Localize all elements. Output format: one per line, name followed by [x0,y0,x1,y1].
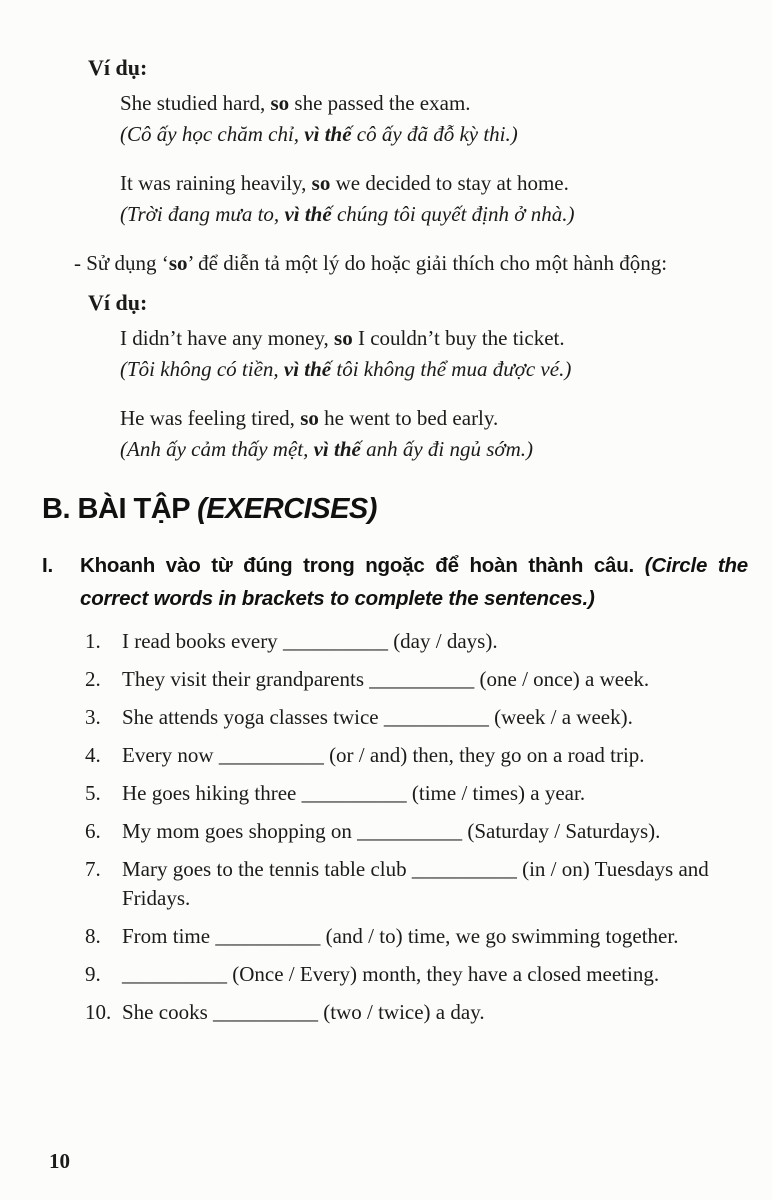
sentence-segment: She cooks [122,1000,213,1024]
exercise-item-10 [85,998,750,1027]
item-number: 9. [85,962,101,986]
sentence-segment: cô ấy đã đỗ kỳ thi.) [351,122,518,146]
exercise-item-6 [85,817,750,846]
exercise-item-4 [85,741,750,770]
bold-connector: so [270,91,290,115]
sentence-segment: (two / twice) a day. [318,1000,485,1024]
exercise-item-8 [85,922,750,951]
sentence-segment: My mom goes shopping on [122,819,358,843]
item-text [122,779,750,808]
sentence-segment: we decided to stay at home. [330,171,569,195]
task-number: I. [42,554,53,577]
fill-in-blank: __________ [218,743,324,767]
example-pair [120,403,772,465]
sentence-segment: (one / once) a week. [474,667,650,691]
exercise-item-1 [85,627,750,656]
sentence-segment: (Once / Every) month, they have a closed meeting. [227,962,660,986]
item-text [122,960,750,989]
example-translation-vi [120,119,772,150]
item-number: 1. [85,629,101,653]
exercise-item-7 [85,855,750,913]
sentence-segment: chúng tôi quyết định ở nhà.) [331,202,575,226]
fill-in-blank: __________ [411,857,517,881]
sentence-segment: (day / days). [387,629,498,653]
item-number: 4. [85,743,101,767]
exercise-list [85,627,750,1027]
task-text-vi: Khoanh vào từ đúng trong ngoặc để hoàn thành câu. [80,554,645,577]
example-sentence-en [120,323,772,354]
sentence-segment: He goes hiking three [122,781,302,805]
example-pair [120,323,772,385]
sentence-segment: anh ấy đi ngủ sớm.) [360,437,534,461]
example-pair [120,88,772,150]
task-text-en: (Circle the correct words in brackets to complete the sentences.) [80,554,748,610]
example-sentence-en [120,403,772,434]
bold-connector: vì thế [283,357,332,381]
bold-connector: so [300,406,319,430]
example-translation-vi [120,434,772,465]
fill-in-blank: __________ [122,962,227,986]
task-instruction [42,549,748,615]
sentence-segment: (and / to) time, we go swimming together. [320,924,679,948]
sentence-segment: - Sử dụng ‘ [74,251,169,275]
section-heading [42,489,772,529]
sentence-segment: (Anh ấy cảm thấy mệt, [120,437,314,461]
item-number: 10. [85,1000,112,1024]
exercise-item-3 [85,703,750,732]
item-text [122,703,750,732]
item-text [122,741,750,770]
sentence-segment: I couldn’t buy the ticket. [352,326,565,350]
sentence-segment: I read books every [122,629,283,653]
item-number: 8. [85,924,101,948]
sentence-segment: (time / times) a year. [406,781,586,805]
bold-connector: so [168,251,188,275]
sentence-segment: (or / and) then, they go on a road trip. [323,743,645,767]
item-number: 3. [85,705,101,729]
sentence-segment: (in / on) Tuesdays and Fridays. [122,857,709,910]
exercise-item-9 [85,960,750,989]
exercise-item-5 [85,779,750,808]
bold-connector: vì thế [313,437,361,461]
sentence-segment: They visit their grandparents [122,667,370,691]
page-number: 10 [49,1149,70,1173]
sentence-segment: (Saturday / Saturdays). [462,819,661,843]
sentence-segment: (Trời đang mưa to, [120,202,285,226]
bold-connector: vì thế [304,122,352,146]
sentence-segment: (week / a week). [488,705,633,729]
exercise-item-2 [85,665,750,694]
section-heading-subtitle: (EXERCISES) [197,493,377,525]
examples-label-2: Ví dụ: [88,290,148,315]
item-text [122,817,750,846]
fill-in-blank: __________ [215,924,321,948]
task-text [80,549,748,615]
sentence-segment: She studied hard, [120,91,271,115]
fill-in-blank: __________ [357,819,463,843]
item-number: 6. [85,819,101,843]
sentence-segment: ’ để diễn tả một lý do hoặc giải thích cho một hành động: [187,251,668,275]
fill-in-blank: __________ [369,667,475,691]
item-text [122,665,750,694]
sentence-segment: she passed the exam. [289,91,471,115]
bold-connector: vì thế [284,202,332,226]
sentence-segment: Every now [122,743,219,767]
section-heading-main: B. BÀI TẬP [42,493,198,525]
sentence-segment: (Cô ấy học chăm chỉ, [120,122,305,146]
item-number: 7. [85,857,101,881]
item-number: 5. [85,781,101,805]
examples-label-1: Ví dụ: [88,55,148,80]
sentence-segment: (Tôi không có tiền, [120,357,284,381]
sentence-segment: he went to bed early. [318,406,499,430]
item-text [122,627,750,656]
example-pair [120,168,772,230]
fill-in-blank: __________ [282,629,388,653]
item-text [122,922,750,951]
sentence-segment: He was feeling tired, [120,406,301,430]
example-translation-vi [120,354,772,385]
sentence-segment: From time [122,924,216,948]
fill-in-blank: __________ [213,1000,318,1024]
item-text [122,855,750,913]
item-number: 2. [85,667,101,691]
sentence-segment: She attends yoga classes twice [122,705,384,729]
item-text [122,998,750,1027]
sentence-segment: Mary goes to the tennis table club [122,857,412,881]
example-sentence-en [120,88,772,119]
sentence-segment: It was raining heavily, [120,171,312,195]
fill-in-blank: __________ [301,781,407,805]
usage-note [74,248,752,279]
sentence-segment: tôi không thể mua được vé.) [331,357,572,381]
bold-connector: so [311,171,331,195]
example-translation-vi [120,199,772,230]
bold-connector: so [334,326,353,350]
fill-in-blank: __________ [383,705,489,729]
sentence-segment: I didn’t have any money, [120,326,335,350]
example-sentence-en [120,168,772,199]
